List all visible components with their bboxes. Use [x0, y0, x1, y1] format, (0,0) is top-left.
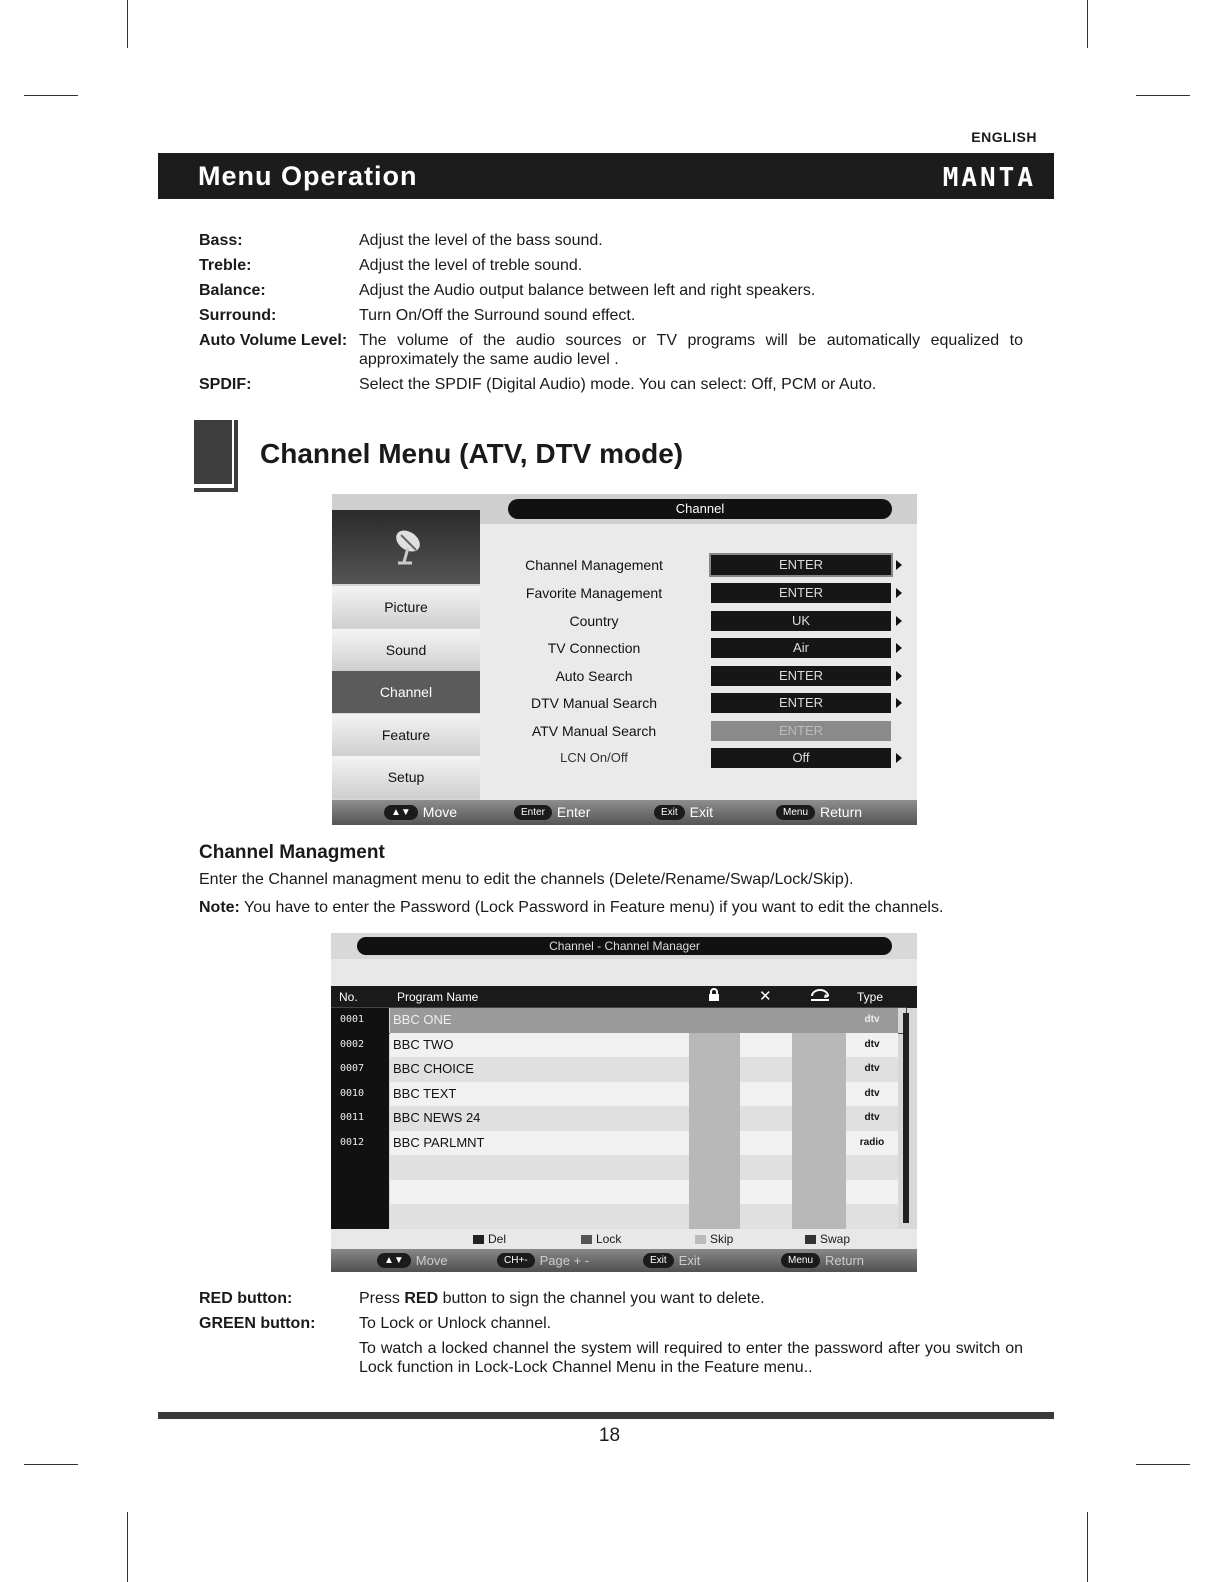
footer-return [781, 1251, 864, 1269]
yellow-key-icon [695, 1235, 706, 1244]
channel-type: dtv [846, 1057, 898, 1082]
desc: Adjust the Audio output balance between left and right speakers. [359, 282, 816, 299]
legend-skip [695, 1232, 733, 1246]
delete-cell[interactable] [740, 1082, 792, 1107]
sidebar-item-picture[interactable]: Picture [332, 586, 480, 628]
menu-row-value[interactable]: ENTER [711, 721, 891, 741]
table-row[interactable] [331, 1057, 906, 1082]
footer-label: Move [422, 804, 458, 820]
crop-mark [1136, 1464, 1190, 1465]
legend-label: Swap [820, 1232, 851, 1246]
header-bar [158, 153, 1054, 199]
channel-type: dtv [846, 1082, 898, 1107]
crop-mark [24, 1464, 78, 1465]
program-name [390, 1180, 689, 1205]
channel-type: dtv [846, 1008, 898, 1033]
channel-type: dtv [846, 1033, 898, 1058]
crop-mark [24, 95, 78, 96]
col-program-name: Program Name [397, 990, 479, 1004]
channel-number: 0002 [331, 1033, 389, 1058]
delete-cell[interactable] [740, 1057, 792, 1082]
section-title: Channel Menu (ATV, DTV mode) [260, 438, 684, 469]
menu-row-auto-search[interactable] [480, 663, 917, 689]
delete-cell[interactable] [740, 1106, 792, 1131]
note-paragraph [199, 899, 943, 917]
arrow-right-icon [896, 671, 902, 681]
legend-label: Del [488, 1232, 507, 1246]
footer-label: Return [820, 804, 863, 820]
arrow-right-icon [896, 560, 902, 570]
section-marker-icon [194, 420, 244, 492]
menu-title: Channel [508, 499, 892, 519]
blue-key-icon [805, 1235, 816, 1244]
footer-return [776, 803, 862, 821]
footer-move [384, 803, 457, 821]
channel-number: 0010 [331, 1082, 389, 1107]
program-name: BBC CHOICE [390, 1057, 689, 1082]
desc-bold: RED [404, 1290, 439, 1307]
def-row [199, 256, 1023, 275]
delete-cell [740, 1180, 792, 1205]
desc [359, 1289, 1023, 1308]
menu-row-label: Country [569, 613, 619, 629]
channel-number: 0012 [331, 1131, 389, 1156]
swap-icon [809, 988, 831, 1005]
lock-cell[interactable] [689, 1082, 740, 1107]
enter-key-icon: Enter [514, 805, 552, 820]
def-row [199, 306, 1023, 325]
delete-cell[interactable] [740, 1131, 792, 1156]
skip-cell[interactable] [792, 1008, 846, 1033]
term: Bass: [199, 232, 243, 249]
menu-row-value[interactable]: UK [711, 611, 891, 631]
crop-mark [1087, 0, 1088, 48]
program-name: BBC ONE [390, 1008, 689, 1033]
crop-mark [127, 0, 128, 48]
arrow-right-icon [896, 588, 902, 598]
arrow-right-icon [896, 753, 902, 763]
channel-type: dtv [846, 1106, 898, 1131]
delete-cell[interactable] [740, 1033, 792, 1058]
menu-row-value[interactable]: ENTER [711, 555, 891, 575]
arrow-right-icon [896, 643, 902, 653]
table-row[interactable] [331, 1131, 906, 1156]
legend-label: Skip [710, 1232, 734, 1246]
def-row [199, 231, 1023, 250]
table-row[interactable] [331, 1033, 906, 1058]
sidebar-item-channel[interactable]: Channel [332, 671, 480, 713]
term: RED button: [199, 1290, 293, 1307]
menu-key-icon: Menu [781, 1253, 820, 1268]
crop-mark [1136, 95, 1190, 96]
menu-row-favorite-management[interactable] [480, 580, 917, 606]
skip-cell[interactable] [792, 1082, 846, 1107]
delete-cell[interactable] [740, 1008, 792, 1033]
sidebar-item-sound[interactable]: Sound [332, 629, 480, 671]
delete-icon: ✕ [759, 988, 772, 1005]
def-row-green [199, 1314, 1023, 1377]
table-row[interactable] [331, 1008, 906, 1033]
channel-management-heading: Channel Managment [199, 842, 385, 863]
desc [359, 1314, 1023, 1377]
menu-row-tv-connection[interactable] [480, 635, 917, 661]
lock-cell[interactable] [689, 1008, 740, 1033]
desc: Select the SPDIF (Digital Audio) mode. You can select: Off, PCM or Auto. [359, 376, 877, 393]
lock-cell [689, 1180, 740, 1205]
footer-rule [158, 1412, 1054, 1419]
channel-number [331, 1204, 389, 1229]
desc: Turn On/Off the Surround sound effect. [359, 307, 636, 324]
channel-number: 0001 [331, 1008, 389, 1033]
page-title: Menu Operation [198, 161, 418, 191]
note-label: Note: [199, 899, 240, 916]
channel-key-icon: CH+- [497, 1253, 535, 1268]
move-key-icon: ▲▼ [377, 1253, 411, 1268]
crop-mark [127, 1512, 128, 1582]
table-row[interactable] [331, 1082, 906, 1107]
legend-del [473, 1232, 506, 1246]
channel-manager-screenshot [331, 933, 917, 1272]
channel-number: 0007 [331, 1057, 389, 1082]
move-key-icon: ▲▼ [384, 805, 418, 820]
menu-row-value[interactable]: Air [711, 638, 891, 658]
desc-line: To watch a locked channel the system will required to enter the password after you switch on Lock function in Lock-Lock Channel Menu in the Feature menu.. [359, 1340, 1023, 1376]
def-row [199, 375, 1023, 394]
footer-label: Enter [556, 804, 591, 820]
menu-panel [480, 524, 917, 800]
term: SPDIF: [199, 376, 252, 393]
lock-cell[interactable] [689, 1057, 740, 1082]
menu-row-label: ATV Manual Search [531, 723, 657, 739]
footer-exit [643, 1251, 700, 1269]
table-row[interactable] [331, 1106, 906, 1131]
channel-type [846, 1204, 898, 1229]
channel-type: radio [846, 1131, 898, 1156]
channel-number [331, 1180, 389, 1205]
manager-subbar [331, 959, 917, 986]
channel-number [331, 1155, 389, 1180]
term: Auto Volume Level: [199, 332, 348, 349]
language-label: ENGLISH [971, 129, 1037, 145]
legend-swap [805, 1232, 850, 1246]
menu-row-label: LCN On/Off [560, 750, 628, 765]
desc-part: button to sign the channel you want to delete. [438, 1290, 765, 1307]
skip-cell[interactable] [792, 1131, 846, 1156]
term: Treble: [199, 257, 252, 274]
delete-cell [740, 1155, 792, 1180]
audio-definitions [199, 231, 1023, 400]
skip-cell [792, 1155, 846, 1180]
red-key-icon [473, 1235, 484, 1244]
program-name: BBC TEXT [390, 1082, 689, 1107]
menu-row-label: DTV Manual Search [530, 695, 658, 711]
manager-table-header [331, 986, 917, 1008]
footer-move [377, 1251, 448, 1269]
channel-number: 0011 [331, 1106, 389, 1131]
arrow-right-icon [896, 698, 902, 708]
menu-row-label: Auto Search [555, 668, 633, 684]
desc: Adjust the level of the bass sound. [359, 232, 603, 249]
table-row [331, 1180, 906, 1205]
skip-cell [792, 1180, 846, 1205]
footer-enter [514, 803, 590, 821]
lock-cell[interactable] [689, 1106, 740, 1131]
footer-label: Page + - [539, 1252, 590, 1268]
menu-row-value[interactable]: ENTER [711, 583, 891, 603]
skip-cell[interactable] [792, 1033, 846, 1058]
manager-legend [331, 1229, 917, 1249]
lock-cell [689, 1155, 740, 1180]
skip-cell [792, 1204, 846, 1229]
footer-label: Exit [689, 804, 714, 820]
program-name: BBC NEWS 24 [390, 1106, 689, 1131]
def-row [199, 281, 1023, 300]
term: GREEN button: [199, 1315, 316, 1332]
def-row-red [199, 1289, 1023, 1308]
lock-cell[interactable] [689, 1131, 740, 1156]
manager-table [331, 1008, 917, 1228]
sidebar-item-feature[interactable]: Feature [332, 714, 480, 756]
page-number: 18 [598, 1425, 621, 1446]
scrollbar[interactable] [903, 1013, 909, 1223]
lock-icon [707, 988, 721, 1005]
desc-part: Press [359, 1290, 405, 1307]
arrow-right-icon [896, 616, 902, 626]
footer-label: Exit [678, 1252, 701, 1268]
program-name [390, 1204, 689, 1229]
table-row [331, 1155, 906, 1180]
desc: Adjust the level of treble sound. [359, 257, 583, 274]
green-key-icon [581, 1235, 592, 1244]
program-name: BBC PARLMNT [390, 1131, 689, 1156]
menu-row-lcn[interactable] [480, 745, 917, 771]
menu-key-icon: Menu [776, 805, 815, 820]
crop-mark [1087, 1512, 1088, 1582]
menu-row-channel-management[interactable] [480, 552, 917, 578]
menu-row-atv-manual-search[interactable] [480, 718, 917, 744]
desc: The volume of the audio sources or TV programs will be automatically equalized to approximately the same audio level . [359, 332, 1023, 368]
col-no: No. [339, 990, 358, 1004]
col-type: Type [857, 990, 884, 1004]
channel-type [846, 1180, 898, 1205]
note-text: You have to enter the Password (Lock Password in Feature menu) if you want to edit the channels. [239, 899, 944, 916]
channel-type [846, 1155, 898, 1180]
exit-key-icon: Exit [643, 1253, 674, 1268]
term: Surround: [199, 307, 277, 324]
footer-page [497, 1251, 589, 1269]
legend-label: Lock [596, 1232, 622, 1246]
delete-cell [740, 1204, 792, 1229]
table-row [331, 1204, 906, 1229]
lock-cell [689, 1204, 740, 1229]
satellite-dish-icon [332, 510, 480, 584]
button-definitions [199, 1289, 1023, 1383]
channel-management-text: Enter the Channel managment menu to edit the channels (Delete/Rename/Swap/Lock/Skip). [199, 871, 854, 888]
menu-row-value[interactable]: Off [711, 748, 891, 768]
brand-logo: MANTA [942, 163, 1036, 193]
sidebar-item-setup[interactable]: Setup [332, 756, 480, 798]
desc-line: To Lock or Unlock channel. [359, 1315, 552, 1332]
manager-footer [331, 1249, 917, 1272]
skip-cell[interactable] [792, 1106, 846, 1131]
exit-key-icon: Exit [654, 805, 685, 820]
footer-exit [654, 803, 713, 821]
menu-row-dtv-manual-search[interactable] [480, 690, 917, 716]
menu-sidebar [332, 586, 480, 799]
channel-menu-screenshot [332, 494, 917, 825]
footer-label: Return [825, 1252, 865, 1268]
menu-row-value[interactable]: ENTER [711, 666, 891, 686]
program-name: BBC TWO [390, 1033, 689, 1058]
menu-row-country[interactable] [480, 608, 917, 634]
menu-row-value[interactable]: ENTER [711, 693, 891, 713]
menu-row-label: Favorite Management [525, 585, 663, 601]
def-row [199, 331, 1023, 369]
lock-cell[interactable] [689, 1033, 740, 1058]
footer-label: Move [415, 1252, 448, 1268]
menu-footer [332, 800, 917, 825]
manager-title: Channel - Channel Manager [357, 937, 892, 955]
term: Balance: [199, 282, 266, 299]
program-name [390, 1155, 689, 1180]
legend-lock [581, 1232, 621, 1246]
menu-row-label: TV Connection [547, 640, 641, 656]
skip-cell[interactable] [792, 1057, 846, 1082]
menu-row-label: Channel Management [525, 557, 663, 573]
